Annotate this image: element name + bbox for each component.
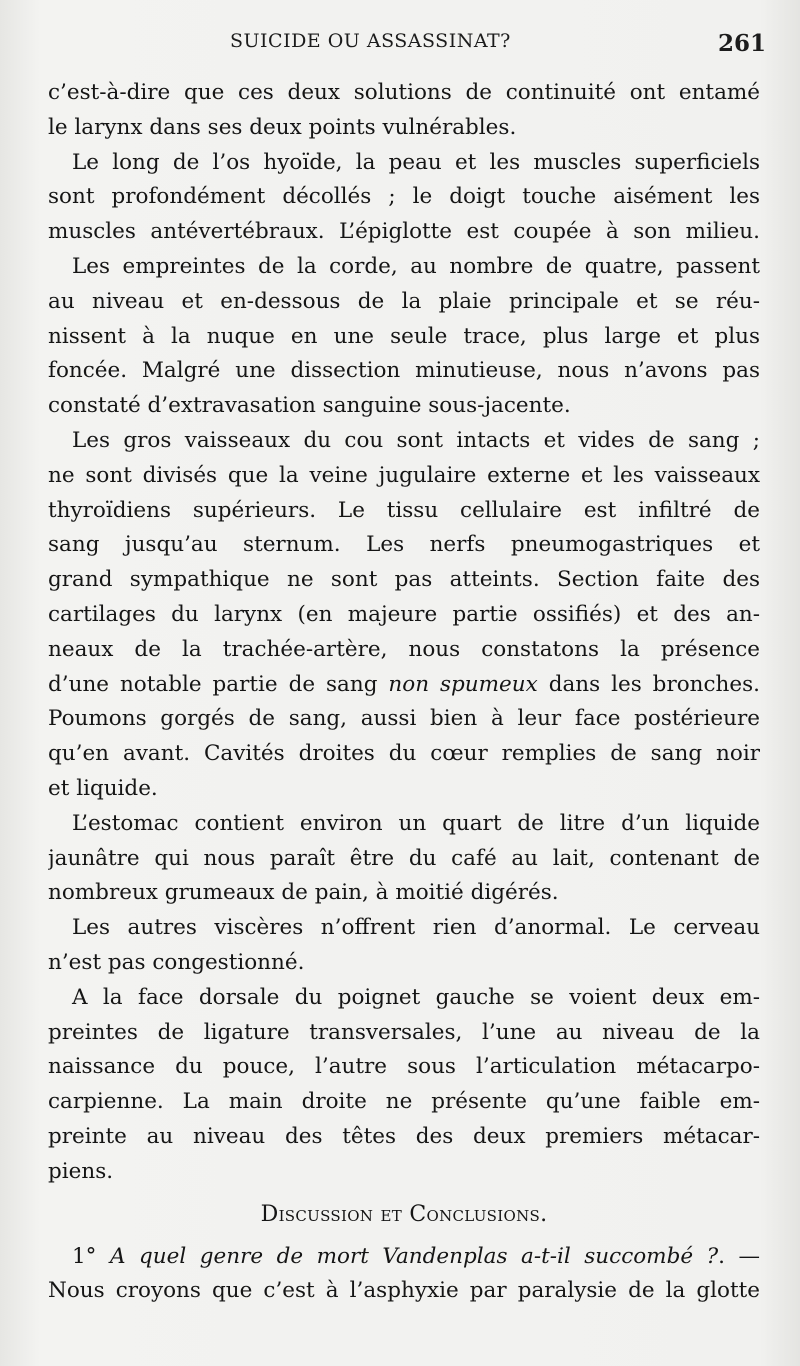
- text-line: et liquide.: [48, 775, 158, 801]
- text-line: thyroïdiens supérieurs. Le tissu cellulaire est infiltré de: [48, 497, 760, 523]
- text-run: 1°: [72, 1243, 97, 1269]
- text-line: le larynx dans ses deux points vulnérables.: [48, 114, 517, 140]
- italic-run: non spumeux: [388, 671, 538, 697]
- text-run: . —: [718, 1243, 760, 1269]
- text-line: sang jusqu’au sternum. Les nerfs pneumogastriques et: [48, 532, 760, 558]
- page-number: 261: [717, 30, 766, 57]
- text-line: jaunâtre qui nous paraît être du café au lait, contenant de: [48, 845, 760, 871]
- body-text: [48, 76, 760, 1309]
- text-line: Nous croyons que c’est à l’asphyxie par paralysie de la glotte: [48, 1278, 760, 1304]
- text-line: piens.: [48, 1158, 114, 1184]
- italic-question: A quel genre de mort Vandenplas a-t-il succombé ?: [109, 1243, 719, 1269]
- text-line: sont profondément décollés ; le doigt touche aisément les: [48, 184, 760, 210]
- text-line: cartilages du larynx (en majeure partie ossifiés) et des an-: [48, 601, 760, 627]
- text-line: au niveau et en-dessous de la plaie principale et se réu-: [48, 288, 760, 314]
- text-line: muscles antévertébraux. L’épiglotte est coupée à son milieu.: [48, 219, 760, 245]
- text-line: constaté d’extravasation sanguine sous-jacente.: [48, 393, 571, 419]
- text-line-mixed: [48, 1240, 760, 1275]
- text-line: nombreux grumeaux de pain, à moitié digérés.: [48, 880, 559, 906]
- text-line: ne sont divisés que la veine jugulaire externe et les vaisseaux: [48, 462, 760, 488]
- text-line: foncée. Malgré une dissection minutieuse, nous n’avons pas: [48, 358, 760, 384]
- text-line: preinte au niveau des têtes des deux premiers métacar-: [48, 1123, 760, 1149]
- text-run: dans les bronches.: [548, 671, 760, 697]
- text-line: naissance du pouce, l’autre sous l’articulation métacarpo-: [48, 1054, 760, 1080]
- text-line: Le long de l’os hyoïde, la peau et les muscles superficiels: [72, 149, 760, 175]
- text-line: grand sympathique ne sont pas atteints. Section faite des: [48, 567, 760, 593]
- text-line: L’estomac contient environ un quart de litre d’un liquide: [72, 810, 760, 836]
- text-line: A la face dorsale du poignet gauche se voient deux em-: [72, 984, 760, 1010]
- text-line: Poumons gorgés de sang, aussi bien à leur face postérieure: [48, 706, 760, 732]
- section-heading: Discussion et Conclusions.: [260, 1201, 548, 1227]
- running-title: SUICIDE OU ASSASSINAT?: [230, 30, 511, 52]
- text-line: Les autres viscères n’offrent rien d’anormal. Le cerveau: [72, 915, 760, 941]
- text-line: qu’en avant. Cavités droites du cœur remplies de sang noir: [48, 741, 760, 767]
- text-line: Les empreintes de la corde, au nombre de quatre, passent: [72, 253, 760, 279]
- text-line: n’est pas congestionné.: [48, 949, 305, 975]
- text-line: Les gros vaisseaux du cou sont intacts et vides de sang ;: [72, 427, 760, 453]
- text-line: preintes de ligature transversales, l’une au niveau de la: [48, 1019, 760, 1045]
- text-run: d’une notable partie de sang: [48, 671, 378, 697]
- text-line: nissent à la nuque en une seule trace, plus large et plus: [48, 323, 760, 349]
- text-line: c’est-à-dire que ces deux solutions de continuité ont entamé: [48, 80, 760, 105]
- text-line: carpienne. La main droite ne présente qu’une faible em-: [48, 1089, 760, 1115]
- text-line-mixed: [48, 668, 760, 703]
- text-line: neaux de la trachée-artère, nous constatons la présence: [48, 636, 760, 662]
